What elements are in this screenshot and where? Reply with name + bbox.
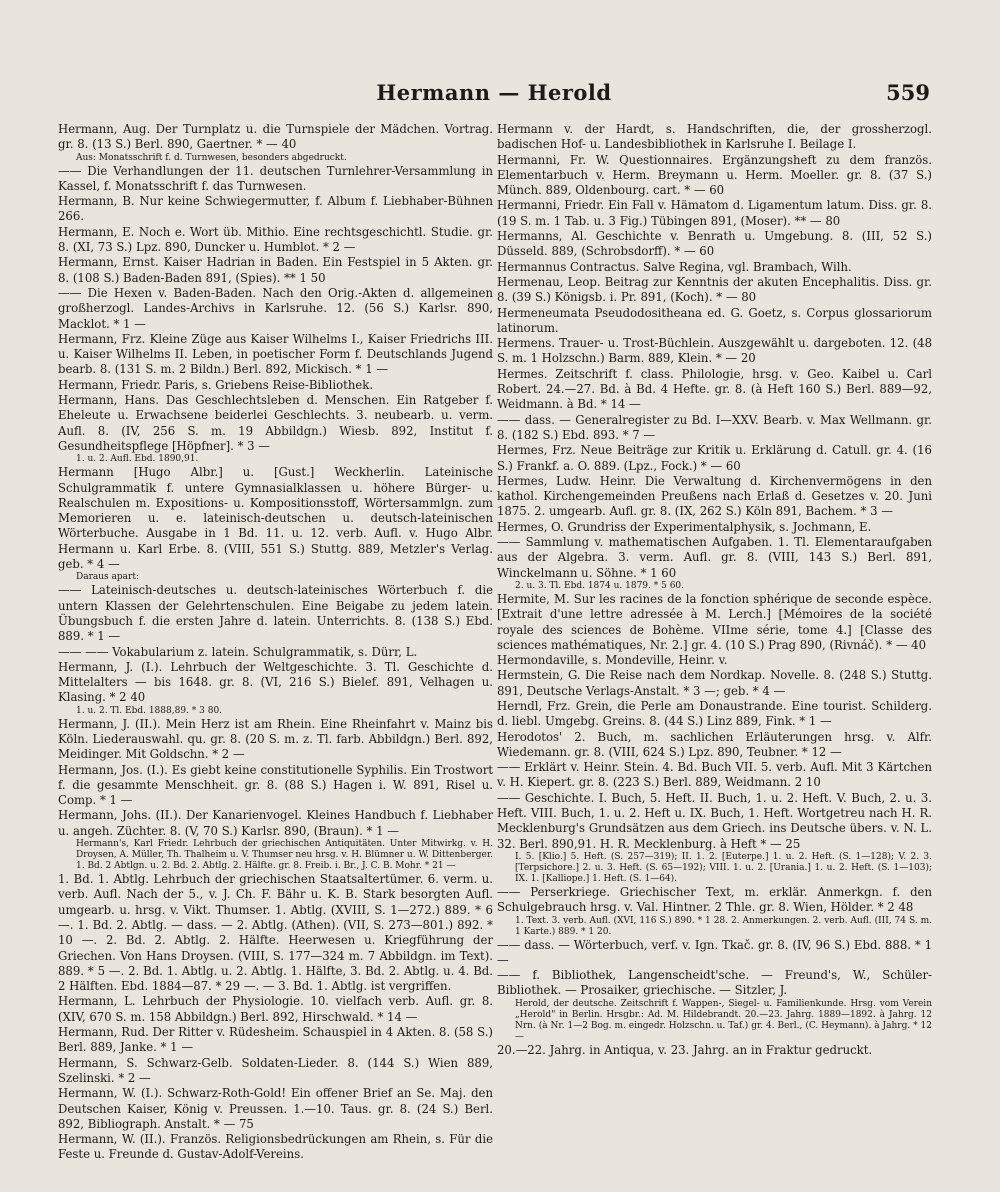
catalog-entry: —— Erklärt v. Heinr. Stein. 4. Bd. Buch VII. 5. verb. Aufl. Mit 3 Kärtchen v. H. Kiepert. gr. 8. (223 S.) Berl. 889, Weidmann. 2 10 <box>497 760 932 790</box>
catalog-entry: Hermann's, Karl Friedr. Lehrbuch der griechischen Antiquitäten. Unter Mitwirkg. v. H. Droysen, A. Müller, Th. Thalheim u. V. Thumser neu hrsg. v. H. Blümner u. W. Dittenberger. 1. Bd. 2 Abtlgn. u. 2. Bd. 2. Abtlg. 2. Hälfte. gr. 8. Freib. i. Br., J. C. B. Mohr. * 21 — <box>76 839 493 872</box>
catalog-entry: —— Die Verhandlungen der 11. deutschen Turnlehrer-Versammlung in Kassel, f. Monatsschrift f. das Turnwesen. <box>58 163 493 193</box>
catalog-entry: Hermann, Hans. Das Geschlechtsleben d. Menschen. Ein Ratgeber f. Eheleute u. Erwachsene beiderlei Geschlechts. 3. neubearb. u. verm. Aufl. 8. (IV, 256 S. m. 19 Abbildgn.) Wiesb. 892, Institut f. Gesundheitspflege [Höpfner]. * 3 — <box>58 393 493 453</box>
catalog-entry: 2. u. 3. Tl. Ebd. 1874 u. 1879. * 5 60. <box>515 580 685 591</box>
catalog-entry: Hermann, B. Nur keine Schwiegermutter, f. Album f. Liebhaber-Bühnen 266. <box>58 194 493 224</box>
left-column <box>58 122 493 1162</box>
catalog-entry: 1. Bd. 1. Abtlg. Lehrbuch der griechischen Staatsaltertümer. 6. verm. u. verb. Aufl. Nach der 5., v. J. Ch. F. Bähr u. K. B. Stark besorgten Aufl. umgearb. u. hrsg. v. Vikt. Thumser. 1. Abtlg. (XVIII, S. 1—272.) 889. * 6 —. 1. Bd. 2. Abtlg. — dass. — 2. Abtlg. (Athen). (VII, S. 273—801.) 892. * 10 —. 2. Bd. 2. Abtlg. 2. Hälfte. Heerwesen u. Kriegführung der Griechen. Von Hans Droysen. (VIII, S. 177—324 m. 7 Abbildgn. im Text). 889. * 5 —. 2. Bd. 1. Abtlg. u. 2. Abtlg. 1. Hälfte, 3. Bd. 2. Abtlg. u. 4. Bd. 2 Hälften. Ebd. 1884—87. * 29 —. — 3. Bd. 1. Abtlg. ist vergriffen. <box>58 872 493 994</box>
catalog-entry: Hermannus Contractus. Salve Regina, vgl. Brambach, Wilh. <box>497 259 852 274</box>
catalog-entry: Daraus apart: <box>76 572 139 583</box>
catalog-entry: —— Perserkriege. Griechischer Text, m. erklär. Anmerkgn. f. den Schulgebrauch hrsg. v. Val. Hintner. 2 Thle. gr. 8. Wien, Hölder. * 2 48 <box>497 884 932 915</box>
catalog-entry: Herold, der deutsche. Zeitschrift f. Wappen-, Siegel- u. Familienkunde. Hrsg. vom Verein „Herold" in Berlin. Hrsgbr.: Ad. M. Hildebrandt. 20.—23. Jahrg. 1889—1892. à Jahrg. 12 Nrn. (à Nr. 1—2 Bog. m. eingedr. Holzschn. u. Taf.) gr. 4. Berl., (C. Heymann). à Jahrg. * 12 — <box>515 998 932 1042</box>
catalog-entry: Hermens. Trauer- u. Trost-Büchlein. Auszgewählt u. dargeboten. 12. (48 S. m. 1 Holzschn.) Barm. 889, Klein. * — 20 <box>497 336 932 366</box>
catalog-entry: —— —— Vokabularium z. latein. Schulgrammatik, s. Dürr, L. <box>58 644 418 659</box>
catalog-entry: Hermes, O. Grundriss der Experimentalphysik, s. Jochmann, E. <box>497 519 872 534</box>
catalog-entry: I. 5. [Klio.] 5. Heft. (S. 257—319); II. 1. 2. [Euterpe.] 1. u. 2. Heft. (S. 1—128); V. 2. 3. [Terpsichore.] 2. u. 3. Heft. (S. 65—192); VIII. 1. u. 2. [Urania.] 1. u. 2. Heft. (S. 1—103); IX. 1. [Kalliope.] 1. Heft. (S. 1—64). <box>515 851 932 884</box>
catalog-entry: Hermanns, Al. Geschichte v. Benrath u. Umgebung. 8. (III, 52 S.) Düsseld. 889, (Schrobsdorff). * — 60 <box>497 229 932 259</box>
catalog-entry: Hermann, Ernst. Kaiser Hadrian in Baden. Ein Festspiel in 5 Akten. gr. 8. (108 S.) Baden-Baden 891, (Spies). ** 1 50 <box>58 255 493 285</box>
catalog-entry: Hermann, W. (I.). Schwarz-Roth-Gold! Ein offener Brief an Se. Maj. den Deutschen Kaiser, König v. Preussen. 1.—10. Taus. gr. 8. (24 S.) Berl. 892, Bibliograph. Anstalt. * — 75 <box>58 1086 493 1131</box>
catalog-entry: Hermann, J. (II.). Mein Herz ist am Rhein. Eine Rheinfahrt v. Mainz bis Köln. Liederauswahl. qu. gr. 8. (20 S. m. z. Tl. farb. Abbildgn.) Berl. 892, Meidinger. Mit Goldschn. * 2 — <box>58 716 493 762</box>
catalog-entry: Hermanni, Friedr. Ein Fall v. Hämatom d. Ligamentum latum. Diss. gr. 8. (19 S. m. 1 Tab. u. 3 Fig.) Tübingen 891, (Moser). ** — 80 <box>497 198 932 228</box>
catalog-entry: Hermann, J. (I.). Lehrbuch der Weltgeschichte. 3. Tl. Geschichte d. Mittelalters — bis 1648. gr. 8. (VI, 216 S.) Bielef. 891, Velhagen u. Klasing. * 2 40 <box>58 659 493 705</box>
catalog-entry: 1. u. 2. Aufl. Ebd. 1890,91. <box>76 454 199 465</box>
catalog-entry: —— dass. — Wörterbuch, verf. v. Ign. Tkač. gr. 8. (IV, 96 S.) Ebd. 888. * 1 — <box>497 937 932 967</box>
catalog-entry: Hermann, L. Lehrbuch der Physiologie. 10. vielfach verb. Aufl. gr. 8. (XIV, 670 S. m. 158 Abbildgn.) Berl. 892, Hirschwald. * 14 — <box>58 994 493 1024</box>
page-number: 559 <box>886 80 930 105</box>
catalog-entry: Hermann [Hugo Albr.] u. [Gust.] Weckherlin. Lateinische Schulgrammatik f. untere Gymnasialklassen u. höhere Bürger- u. Realschulen m. Expositions- u. Kompositionsstoff, Wörtersammlgn. zum Memorieren u. e. lateinisch-deutschen u. deutsch-lateinischen Wörterbuche. Ausgabe in 1 Bd. 11. u. 12. verb. Aufl. v. Hugo Albr. Hermann u. Karl Erbe. 8. (VIII, 551 S.) Stuttg. 889, Metzler's Verlag. geb. * 4 — <box>58 465 493 572</box>
page-header <box>58 76 930 106</box>
catalog-entry: 1. Text. 3. verb. Aufl. (XVI, 116 S.) 890. * 1 28. 2. Anmerkungen. 2. verb. Aufl. (III, 74 S. m. 1 Karte.) 889. * 1 20. <box>515 915 932 937</box>
catalog-entry: Hermann, E. Noch e. Wort üb. Mithio. Eine rechtsgeschichtl. Studie. gr. 8. (XI, 73 S.) Lpz. 890, Duncker u. Humblot. * 2 — <box>58 224 493 255</box>
catalog-entry: —— Geschichte. I. Buch, 5. Heft. II. Buch, 1. u. 2. Heft. V. Buch, 2. u. 3. Heft. VIII. Buch, 1. u. 2. Heft u. IX. Buch, 1. Heft. Wortgetreu nach H. R. Mecklenburg's Grundsätzen aus dem Griech. ins Deutsche übers. v. N. L. 32. Berl. 890,91. H. R. Mecklenburg. à Heft * — 25 <box>497 790 932 851</box>
catalog-entry: Hermann, Aug. Der Turnplatz u. die Turnspiele der Mädchen. Vortrag. gr. 8. (13 S.) Berl. 890, Gaertner. * — 40 <box>58 122 493 152</box>
catalog-entry: Hermann, Johs. (II.). Der Kanarienvogel. Kleines Handbuch f. Liebhaber u. angeh. Züchter. 8. (V, 70 S.) Karlsr. 890, (Braun). * 1 — <box>58 808 493 838</box>
catalog-entry: —— Sammlung v. mathematischen Aufgaben. 1. Tl. Elementaraufgaben aus der Algebra. 3. verm. Aufl. gr. 8. (VIII, 143 S.) Berl. 891, Winckelmann u. Söhne. * 1 60 <box>497 535 932 580</box>
catalog-entry: Hermann, Jos. (I.). Es giebt keine constitutionelle Syphilis. Ein Trostwort f. die gesammte Menschheit. gr. 8. (88 S.) Hagen i. W. 891, Risel u. Comp. * 1 — <box>58 762 493 808</box>
catalog-entry: Hermite, M. Sur les racines de la fonction sphérique de seconde espèce. [Extrait d'une lettre adressée à M. Lerch.] [Mémoires de la société royale des sciences de Bohème. VIIme série, tome 4.] [Classe des sciences mathématiques, Nr. 2.] gr. 4. (10 S.) Prag 890, (Rivnáč). * — 40 <box>497 591 932 652</box>
catalog-entry: Hermanni, Fr. W. Questionnaires. Ergänzungsheft zu dem französ. Elementarbuch v. Herm. Breymann u. Herm. Moeller. gr. 8. (37 S.) Münch. 889, Oldenbourg. cart. * — 60 <box>497 152 932 198</box>
catalog-entry: Hermann, S. Schwarz-Gelb. Soldaten-Lieder. 8. (144 S.) Wien 889, Szelinski. * 2 — <box>58 1055 493 1085</box>
catalog-entry: Hermann, Rud. Der Ritter v. Rüdesheim. Schauspiel in 4 Akten. 8. (58 S.) Berl. 889, Janke. * 1 — <box>58 1025 493 1055</box>
catalog-entry: Hermeneumata Pseudodositheana ed. G. Goetz, s. Corpus glossariorum latinorum. <box>497 305 932 335</box>
catalog-entry: Hermes. Zeitschrift f. class. Philologie, hrsg. v. Geo. Kaibel u. Carl Robert. 24.—27. Bd. à Bd. 4 Hefte. gr. 8. (à Heft 160 S.) Berl. 889—92, Weidmann. à Bd. * 14 — <box>497 366 932 412</box>
catalog-entry: Hermondaville, s. Mondeville, Heinr. v. <box>497 653 728 668</box>
catalog-entry: —— f. Bibliothek, Langenscheidt'sche. — Freund's, W., Schüler-Bibliothek. — Prosaiker, griechische. — Sitzler, J. <box>497 968 932 998</box>
running-title: Hermann — Herold <box>376 80 612 105</box>
catalog-entry: Hermstein, G. Die Reise nach dem Nordkap. Novelle. 8. (248 S.) Stuttg. 891, Deutsche Verlags-Anstalt. * 3 —; geb. * 4 — <box>497 668 932 698</box>
catalog-entry: —— Die Hexen v. Baden-Baden. Nach den Orig.-Akten d. allgemeinen großherzogl. Landes-Archivs in Karlsruhe. 12. (56 S.) Karlsr. 890, Macklot. * 1 — <box>58 285 493 331</box>
catalog-entry: Herndl, Frz. Grein, die Perle am Donaustrande. Eine tourist. Schilderg. d. liebl. Umgebg. Greins. 8. (44 S.) Linz 889, Fink. * 1 — <box>497 698 932 729</box>
catalog-entry: Herodotos' 2. Buch, m. sachlichen Erläuterungen hrsg. v. Alfr. Wiedemann. gr. 8. (VIII, 624 S.) Lpz. 890, Teubner. * 12 — <box>497 729 932 759</box>
catalog-entry: Hermann, Friedr. Paris, s. Griebens Reise-Bibliothek. <box>58 377 374 392</box>
catalog-entry: 20.—22. Jahrg. in Antiqua, v. 23. Jahrg. an in Fraktur gedruckt. <box>497 1042 873 1057</box>
catalog-entry: 1. u. 2. Tl. Ebd. 1888,89. * 3 80. <box>76 705 223 716</box>
catalog-entry: Hermes, Frz. Neue Beiträge zur Kritik u. Erklärung d. Catull. gr. 4. (16 S.) Frankf. a. O. 889. (Lpz., Fock.) * — 60 <box>497 443 932 473</box>
catalog-entry: Hermenau, Leop. Beitrag zur Kenntnis der akuten Encephalitis. Diss. gr. 8. (39 S.) Königsb. i. Pr. 891, (Koch). * — 80 <box>497 274 932 305</box>
right-column <box>497 122 932 1122</box>
catalog-entry: Aus: Monatsschrift f. d. Turnwesen, besonders abgedruckt. <box>76 152 347 163</box>
catalog-entry: Hermann, W. (II.). Französ. Religionsbedrückungen am Rhein, s. Für die Feste u. Freunde d. Gustav-Adolf-Vereins. <box>58 1132 493 1162</box>
catalog-entry: —— Lateinisch-deutsches u. deutsch-lateinisches Wörterbuch f. die untern Klassen der Gelehrtenschulen. Eine Beigabe zu jedem latein. Übungsbuch f. die ersten Jahre d. latein. Unterrichts. 8. (138 S.) Ebd. 889. * 1 — <box>58 583 493 644</box>
catalog-entry: Hermann v. der Hardt, s. Handschriften, die, der grossherzogl. badischen Hof- u. Landesbibliothek in Karlsruhe I. Beilage I. <box>497 122 932 152</box>
catalog-entry: Hermann, Frz. Kleine Züge aus Kaiser Wilhelms I., Kaiser Friedrichs III. u. Kaiser Wilhelms II. Leben, in poetischer Form f. Deutschlands Jugend bearb. 8. (131 S. m. 2 Bildn.) Berl. 892, Mickisch. * 1 — <box>58 331 493 377</box>
catalog-entry: —— dass. — Generalregister zu Bd. I—XXV. Bearb. v. Max Wellmann. gr. 8. (182 S.) Ebd. 893. * 7 — <box>497 412 932 442</box>
catalog-entry: Hermes, Ludw. Heinr. Die Verwaltung d. Kirchenvermögens in den kathol. Kirchengemeinden Preußens nach Erlaß d. Gesetzes v. 20. Juni 1875. 2. umgearb. Aufl. gr. 8. (IX, 262 S.) Köln 891, Bachem. * 3 — <box>497 473 932 519</box>
